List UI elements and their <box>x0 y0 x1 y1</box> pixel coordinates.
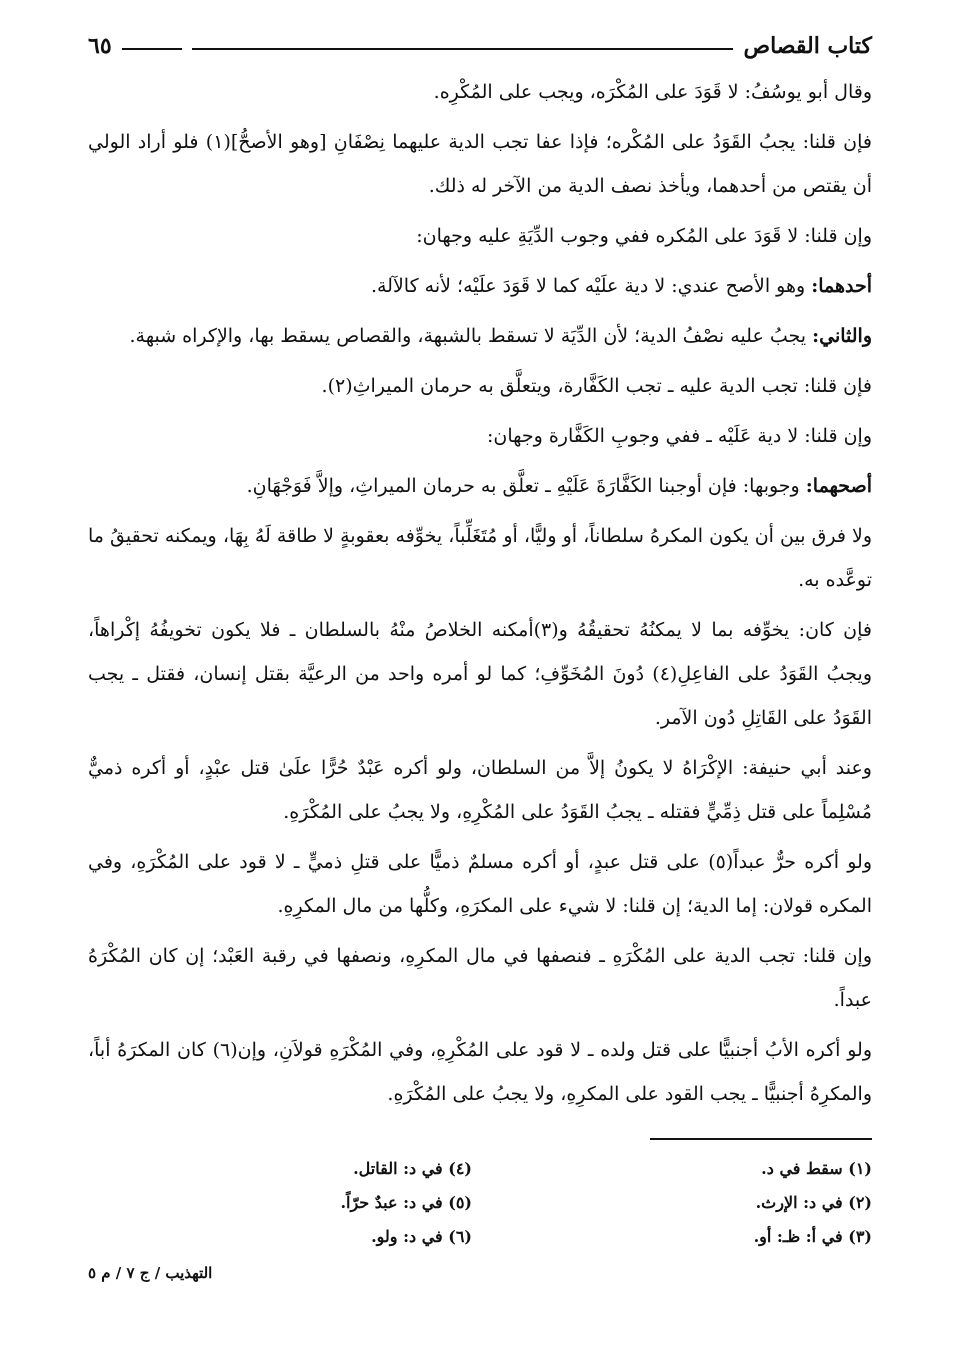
running-header <box>88 28 872 64</box>
footnote: (٥) في د: عبدٌ حرّاً. <box>340 1193 472 1212</box>
footnotes <box>88 1156 872 1250</box>
paragraph <box>88 120 872 208</box>
paragraph <box>88 414 872 458</box>
paragraph-text: ولو أكره الأبُ أجنبيًّا على قتل ولده ـ لا قود على المُكْرِهِ، وفي المُكْرَهِ قولاَنِ، وإن(٦) كان المكرَهُ أباً، والمكرِهُ أجنبيًّا ـ يجب القود على المكرِهِ، ولا يجبُ على المُكْرَهِ. <box>88 1039 872 1105</box>
paragraph-lead: أصحهما: <box>805 475 872 497</box>
paragraph-lead: والثاني: <box>812 325 872 347</box>
header-rule <box>192 48 734 50</box>
paragraph-text: وإن قلنا: تجب الدية على المُكْرَهِ ـ فنصفها في مال المكرِهِ، ونصفها في رقبة العَبْد؛ إن كان المُكْرَهُ عبداً. <box>88 945 872 1011</box>
paragraph <box>88 364 872 408</box>
printer-signature: التهذيب / ج ٧ / م ٥ <box>88 1264 213 1282</box>
paragraph <box>88 608 872 740</box>
paragraph-text: وهو الأصح عندي: لا دية علَيْه كما لا قَوَدَ علَيْه؛ لأنه كالآلة. <box>370 275 812 297</box>
paragraph <box>88 70 872 114</box>
paragraph-text: وإن قلنا: لا قَوَدَ على المُكره ففي وجوب الدِّيَةِ عليه وجهان: <box>416 225 872 247</box>
paragraph-text: وقال أبو يوسُفُ: لا قَوَدَ على المُكْرَه، ويجب على المُكْرِه. <box>433 81 872 103</box>
paragraph-text: فإن قلنا: تجب الدية عليه ـ تجب الكَفَّارة، ويتعلَّق به حرمان الميراثِ(٢). <box>321 375 872 397</box>
paragraph-text: وإن قلنا: لا دية عَلَيْه ـ ففي وجوبِ الكَفَّارة وجهان: <box>486 425 872 447</box>
footnote: (١) سقط في د. <box>761 1159 872 1178</box>
paragraph-text: فإن كان: يخوِّفه بما لا يمكنُهُ تحقيقُهُ و(٣)أمكنه الخلاصُ منْهُ بالسلطان ـ فلا يكون تخويفُهُ إكْراهاً، ويجبُ القَوَدُ على الفاعِلِ(٤) دُونَ المُخَوِّفِ؛ كما لو أمره واحد من الرعيَّة بقتل إنسان، فقتل ـ يجب القَوَدُ على القَاتِلِ دُون الآمر. <box>88 619 872 729</box>
document-page <box>88 28 872 1282</box>
paragraph <box>88 214 872 258</box>
footnote-separator <box>650 1138 872 1140</box>
paragraph <box>88 464 872 508</box>
chapter-title: كتاب القصاص <box>743 33 872 59</box>
footnote: (٣) في أ: ظـ: أو. <box>753 1227 872 1246</box>
paragraph-text: وعند أبي حنيفة: الإكْرَاهُ لا يكونُ إلاَّ من السلطان، ولو أكره عَبْدٌ حُرًّا علَىٰ قتل عبْدٍ، أو أكره ذميٌّ مُسْلِماً على قتل ذِمِّيٍّ فقتله ـ يجبُ القَوَدُ على المُكْرِهِ، ولا يجبُ على المُكْرَهِ. <box>88 757 872 823</box>
paragraph <box>88 514 872 602</box>
body-text <box>88 70 872 1116</box>
paragraph-text: وجوبها: فإن أوجبنا الكَفَّارَةَ عَلَيْهِ ـ تعلَّق به حرمان الميراثِ، وإلاَّ فَوَجْهَانِ. <box>246 475 806 497</box>
paragraph <box>88 746 872 834</box>
page-number: ٦٥ <box>88 33 112 59</box>
header-rule-short <box>122 48 182 50</box>
footnote: (٢) في د: الإرث. <box>755 1193 872 1212</box>
footnote: (٦) في د: ولو. <box>371 1227 472 1246</box>
footnote: (٤) في د: القاتل. <box>353 1159 472 1178</box>
paragraph-text: يجبُ عليه نصْفُ الدية؛ لأن الدِّيَة لا تسقط بالشبهة، والقصاص يسقط بها، والإكراه شبهة. <box>129 325 813 347</box>
paragraph-text: ولا فرق بين أن يكون المكرهُ سلطاناً، أو وليًّا، أو مُتَغَلِّباً، يخوِّفه بعقوبةٍ لا طاقة لَهُ بِهَا، ويمكنه تحقيقُ ما توعَّده به. <box>88 525 872 591</box>
paragraph-lead: أحدهما: <box>811 275 872 297</box>
paragraph <box>88 840 872 928</box>
paragraph <box>88 314 872 358</box>
paragraph <box>88 934 872 1022</box>
paragraph-text: فإن قلنا: يجبُ القَوَدُ على المُكْره؛ فإذا عفا تجب الدية عليهما نِصْفَانِ [وهو الأصحُّ](١) فلو أراد الولي أن يقتص من أحدهما، ويأخذ نصف الدية من الآخر له ذلك. <box>88 131 872 197</box>
paragraph <box>88 264 872 308</box>
paragraph <box>88 1028 872 1116</box>
paragraph-text: ولو أكره حرٌّ عبداً(٥) على قتل عبدٍ، أو أكره مسلمٌ ذميًّا على قتلِ ذميٍّ ـ لا قود على المُكْرَهِ، وفي المكره قولان: إما الدية؛ إن قلنا: لا شيء على المكرَهِ، وكلُّها من مال المكرِهِ. <box>88 851 873 917</box>
